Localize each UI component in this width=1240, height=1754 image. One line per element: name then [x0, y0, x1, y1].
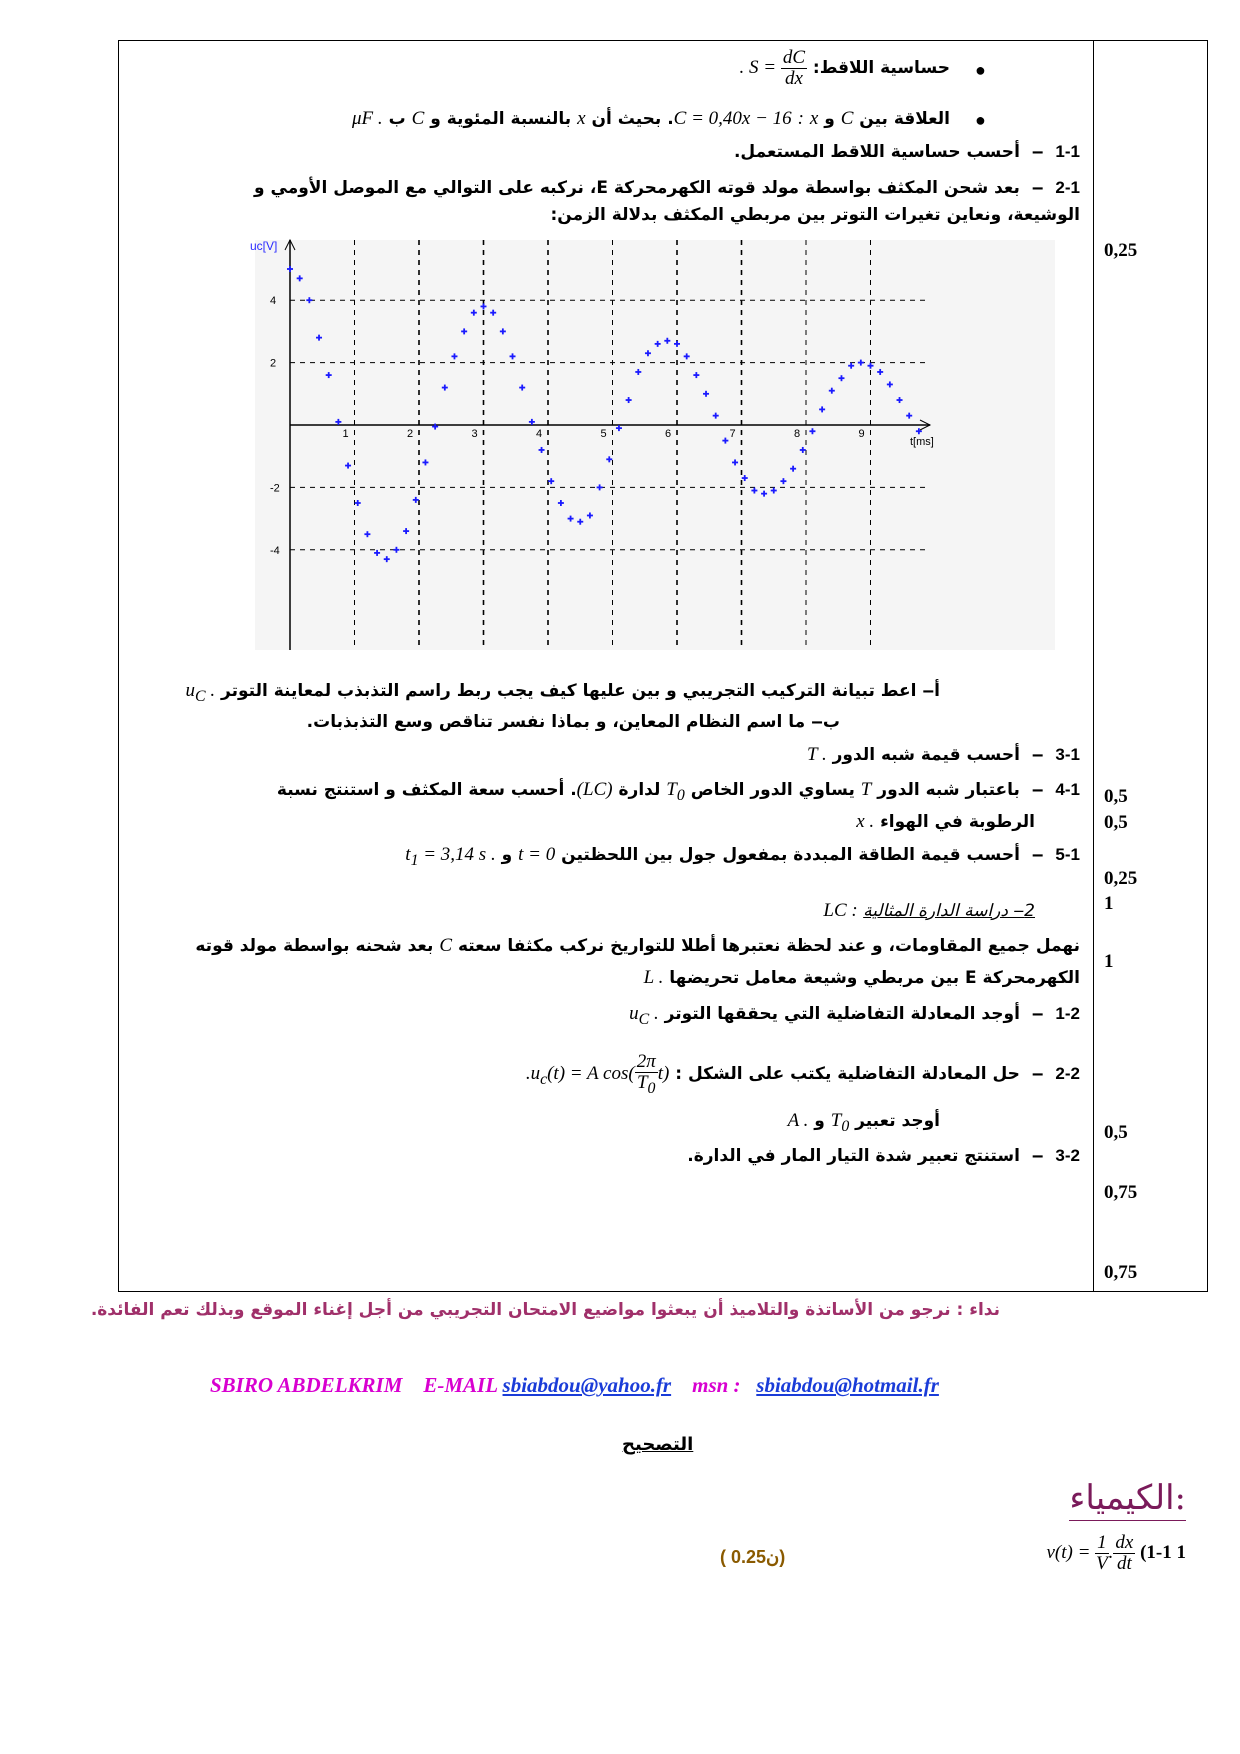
question-3-2: 3-2 ‒ استنتج تعبير شدة التيار المار في الدارة. [687, 1146, 1080, 1166]
x-tick-label: 1 [342, 428, 349, 440]
y-axis-label: uc[V] [250, 239, 278, 253]
correction-title: التصحيح [622, 1434, 694, 1455]
question-2-2: 2-2 ‒ حل المعادلة التفاضلية يكتب على الشكل : $.u_c(t) = A$ cos( $\frac{2\pi}{T_0}$ t) [525, 1051, 1080, 1097]
question-1-1: 1-1 ‒ أحسب حساسية اللاقط المستعمل. [733, 142, 1080, 162]
author-signature: SBIRO ABDELKRIM E-MAIL sbiabdou@yahoo.fr msn : sbiabdou@hotmail.fr [210, 1373, 939, 1397]
footer-note: نداء : نرجو من الأساتذة والتلاميذ أن يبعثوا مواضيع الامتحان التجريبي من أجل إغناء الموقع وبذلك تعم الفائدة. [90, 1300, 1000, 1320]
score: 0,75 [1104, 1262, 1138, 1283]
relation-line: العلاقة بين C و x : C = 0,40x − 16. بحيث أن x بالنسبة المئوية و C ب μF . [352, 108, 950, 129]
x-tick-label: 7 [729, 428, 736, 440]
voltage-chart [250, 239, 1055, 650]
x-tick-label: 3 [471, 428, 478, 440]
section-2-title: 2‒ دراسة الدارة المثالية LC : [823, 900, 1035, 921]
score: 0,5 [1104, 812, 1128, 833]
question-a: أ‒ اعط تبيانة التركيب التجريبي و بين عليها كيف يجب ربط راسم التذبذب لمعاينة التوتر $u_C$ . [185, 680, 940, 705]
x-tick-label: 4 [536, 428, 543, 440]
bullet: ● [975, 110, 986, 130]
x-tick-label: 2 [407, 428, 414, 440]
x-tick-label: 6 [665, 428, 672, 440]
score: 0,25 [1104, 240, 1138, 261]
y-tick-label: -4 [270, 544, 280, 557]
x-tick-label: 9 [858, 428, 865, 440]
msn-link[interactable]: sbiabdou@hotmail.fr [756, 1373, 939, 1397]
score-column-divider [1093, 40, 1094, 1292]
y-tick-label: -2 [270, 482, 280, 495]
score: 0,75 [1104, 1182, 1138, 1203]
chemistry-heading: الكيمياء: [1069, 1478, 1186, 1521]
score: 0,5 [1104, 1122, 1128, 1143]
x-axis-label: t[ms] [910, 436, 934, 448]
question-4-1-cont: الرطوبة في الهواء x . [856, 811, 1035, 832]
points-label: ( 0.25ن) [720, 1547, 786, 1567]
x-tick-label: 5 [600, 428, 607, 440]
score: 0,5 [1104, 786, 1128, 807]
question-4-1: 4-1 ‒ باعتبار شبه الدور T يساوي الدور الخاص $T_0$ لدارة (LC). أحسب سعة المكثف و استنتج نسبة [276, 779, 1080, 804]
score: 1 [1104, 951, 1114, 972]
question-b: ب‒ ما اسم النظام المعاين، و بماذا نفسر تناقص وسع التذبذبات. [306, 712, 840, 732]
answer-1-1: v(t) = $\frac{1}{V}$ . $\frac{dx}{dt}$ (1-1 1 [1046, 1532, 1186, 1574]
bullet: ● [975, 60, 986, 80]
y-tick-label: 4 [270, 295, 277, 308]
question-1-2: 1-2 ‒ أوجد المعادلة التفاضلية التي يحققها التوتر $u_C$ . [629, 1003, 1080, 1028]
question-2-2-cont: أوجد تعبير $T_0$ و A . [787, 1110, 940, 1135]
x-tick-label: 8 [794, 428, 801, 440]
section-2-intro: نهمل جميع المقاومات، و عند لحظة نعتبرها أطلا للتواريخ نركب مكثفا سعته C بعد شحنه بواسطة مولد قوته الكهرمحركة E بين مربطي وشيعة معامل تحريضها L . [195, 935, 1080, 988]
score: 1 [1104, 893, 1114, 914]
question-2-1: 2-1 ‒ بعد شحن المكثف بواسطة مولد قوته الكهرمحركة E، نركبه على التوالي مع الموصل الأومي و الوشيعة، ونعاين تغيرات التوتر بين مربطي المكثف بدلالة الزمن: [254, 178, 1080, 225]
question-3-1: 3-1 ‒ أحسب قيمة شبه الدور T . [806, 744, 1080, 765]
score: 0,25 [1104, 868, 1138, 889]
y-tick-label: 2 [270, 357, 277, 370]
question-5-1: 5-1 ‒ أحسب قيمة الطاقة المبددة بمفعول جول بين اللحظتين t = 0 و $t_1 = 3,14$ s . [405, 844, 1080, 869]
chart-background [255, 240, 1055, 650]
sensitivity-line: حساسية اللاقط: . S = $\frac{dC}{dx}$ [739, 47, 950, 89]
email-link[interactable]: sbiabdou@yahoo.fr [502, 1373, 672, 1397]
